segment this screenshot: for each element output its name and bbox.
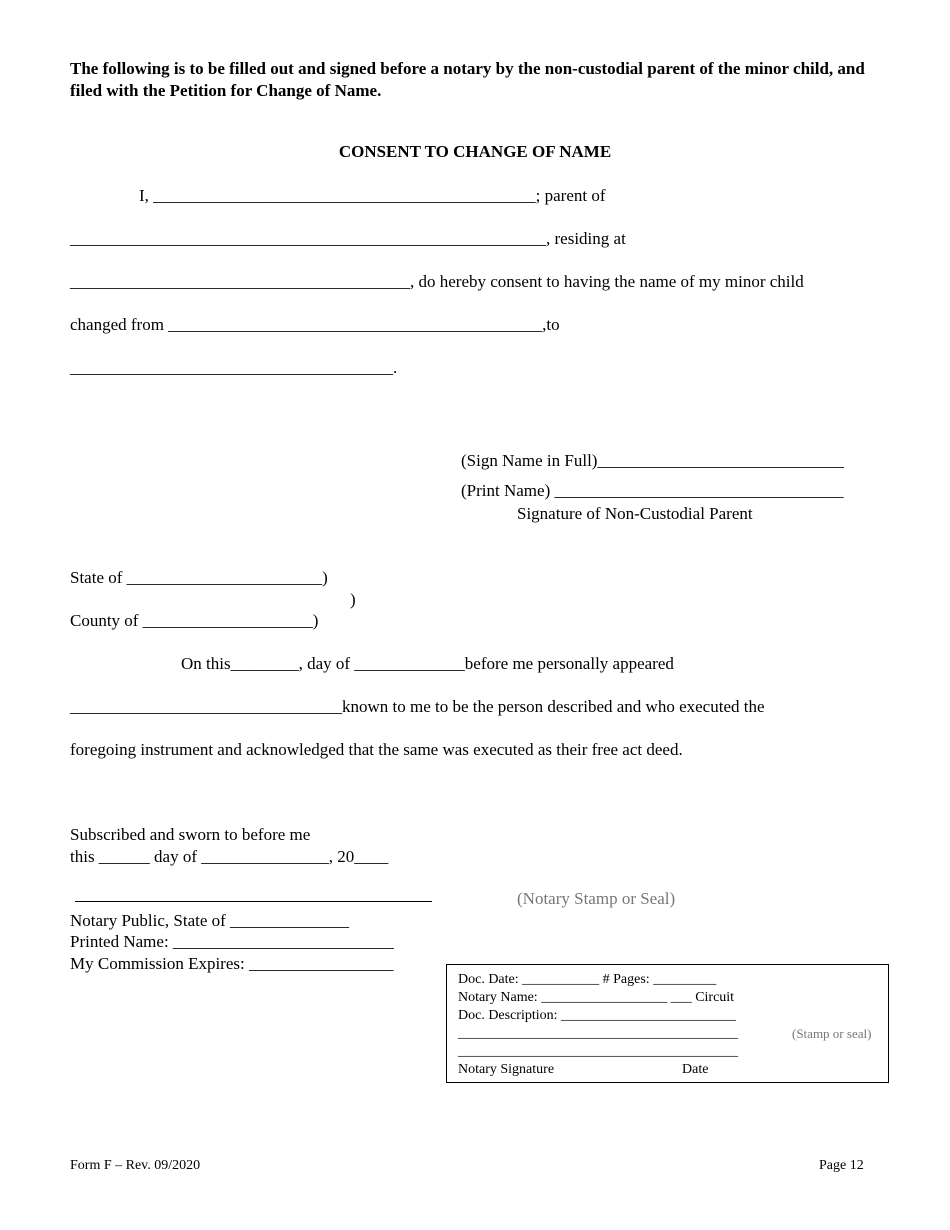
consent-line-4: changed from ____________________________________________,to <box>70 315 560 334</box>
venue-paren: ) <box>350 590 356 609</box>
intro-instructions: The following is to be filled out and signed before a notary by the non-custodial parent of the minor child, and filed with the Petition for Change of Name. <box>70 59 865 100</box>
stamp-or-seal-label: (Stamp or seal) <box>792 1026 872 1041</box>
printed-name-line: Printed Name: __________________________ <box>70 932 394 951</box>
blank-line-2: ________________________________________ <box>458 1044 738 1059</box>
notary-info-box <box>446 964 889 1083</box>
notary-signature-rule <box>75 901 432 902</box>
commission-expires-line: My Commission Expires: _________________ <box>70 954 394 973</box>
notary-name-line: Notary Name: __________________ ___ Circuit <box>458 990 735 1005</box>
signature-caption: Signature of Non-Custodial Parent <box>517 504 753 523</box>
sign-name-full-line: (Sign Name in Full)_____________________________ <box>461 451 844 470</box>
county-of-line: County of ____________________) <box>70 611 319 630</box>
consent-line-1: I, _____________________________________________; parent of <box>139 186 606 205</box>
print-name-line: (Print Name) __________________________________ <box>461 481 844 500</box>
consent-line-3: ________________________________________, do hereby consent to having the name of my minor child <box>70 272 804 291</box>
notary-stamp-label: (Notary Stamp or Seal) <box>517 889 676 908</box>
consent-line-5: ______________________________________. <box>70 358 398 377</box>
acknowledgment-line-2: ________________________________known to me to be the person described and who executed the <box>70 697 765 716</box>
consent-line-2: ________________________________________________________, residing at <box>70 229 626 248</box>
doc-description-line: Doc. Description: _________________________ <box>458 1008 737 1023</box>
blank-line-1: ________________________________________ <box>458 1026 738 1041</box>
notary-public-state-line: Notary Public, State of ______________ <box>70 911 350 930</box>
date-label: Date <box>682 1062 709 1077</box>
jurat-line-2: this ______ day of _______________, 20____ <box>70 847 389 866</box>
notary-signature-label: Notary Signature <box>458 1062 555 1077</box>
acknowledgment-line-1: On this________, day of _____________before me personally appeared <box>181 654 674 673</box>
page-title: CONSENT TO CHANGE OF NAME <box>338 142 612 161</box>
form-revision: Form F – Rev. 09/2020 <box>70 1158 201 1173</box>
doc-date-line: Doc. Date: ___________ # Pages: _________ <box>458 972 717 987</box>
jurat-line-1: Subscribed and sworn to before me <box>70 825 311 844</box>
acknowledgment-line-3: foregoing instrument and acknowledged that the same was executed as their free act deed. <box>70 740 683 759</box>
state-of-line: State of _______________________) <box>70 568 328 587</box>
page-number: Page 12 <box>819 1158 864 1173</box>
